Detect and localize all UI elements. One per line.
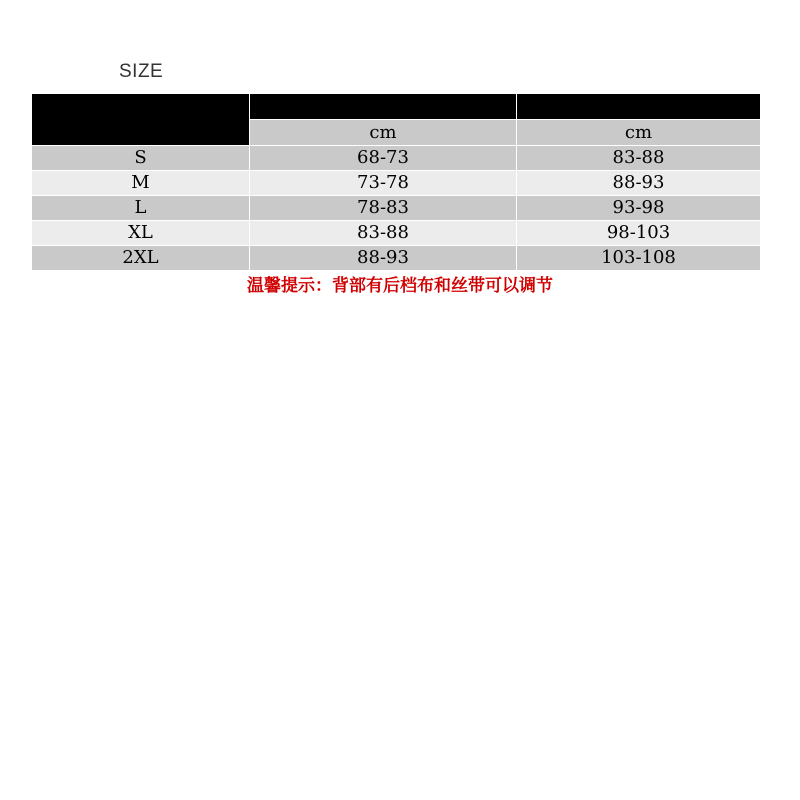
table-row <box>32 146 761 171</box>
header-row <box>32 94 761 120</box>
header-size: Size <box>32 94 250 146</box>
bust-cell: 83-88 <box>517 146 761 171</box>
unit-bust: cm <box>517 120 761 146</box>
bust-cell: 88-93 <box>517 171 761 196</box>
waist-cell: 78-83 <box>250 196 517 221</box>
size-cell: XL <box>32 221 250 246</box>
waist-cell: 83-88 <box>250 221 517 246</box>
page-title: SIZE <box>119 61 164 82</box>
bust-cell: 103-108 <box>517 246 761 271</box>
waist-cell: 73-78 <box>250 171 517 196</box>
waist-cell: 68-73 <box>250 146 517 171</box>
bust-cell: 98-103 <box>517 221 761 246</box>
size-cell: 2XL <box>32 246 250 271</box>
bust-cell: 93-98 <box>517 196 761 221</box>
header-bust: Bust(胸围) <box>517 94 761 120</box>
table-row <box>32 246 761 271</box>
size-cell: M <box>32 171 250 196</box>
table-row <box>32 196 761 221</box>
table-row <box>32 221 761 246</box>
waist-cell: 88-93 <box>250 246 517 271</box>
header-waist: Waist(腰围) <box>250 94 517 120</box>
unit-waist: cm <box>250 120 517 146</box>
size-cell: L <box>32 196 250 221</box>
size-chart-table <box>31 93 761 271</box>
care-note: 温馨提示：背部有后档布和丝带可以调节 <box>247 276 553 296</box>
size-cell: S <box>32 146 250 171</box>
table-row <box>32 171 761 196</box>
